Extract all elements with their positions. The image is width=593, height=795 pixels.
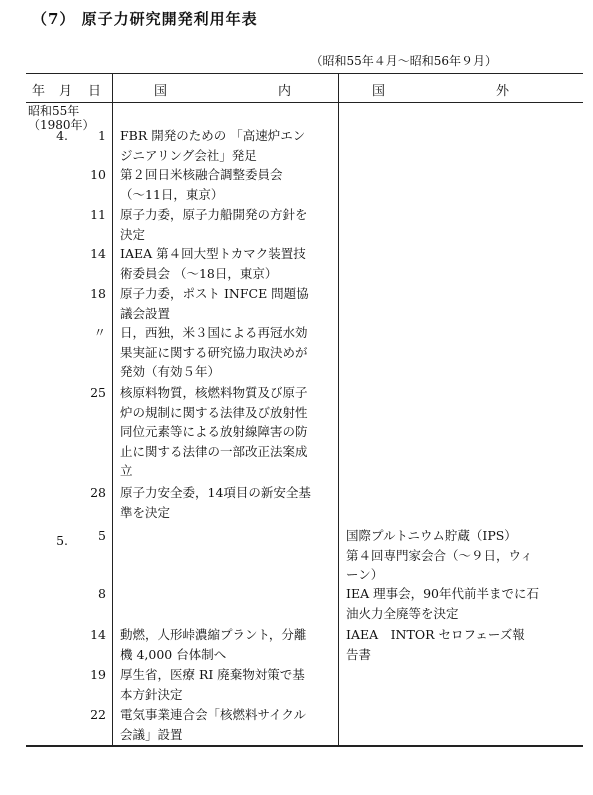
day-label: 5 xyxy=(98,528,106,543)
page-title: （7） 原子力研究開発利用年表 xyxy=(32,10,258,28)
day-label: 〃 xyxy=(93,325,106,340)
entry-line: ジニアリング会社」発足 xyxy=(120,147,257,163)
rule xyxy=(26,745,583,747)
entry-line: 会議」設置 xyxy=(120,726,183,742)
domestic-entry xyxy=(120,126,305,165)
day-label: 11 xyxy=(90,207,106,222)
chronology-table xyxy=(26,73,583,745)
foreign-entry xyxy=(346,526,533,585)
entry-line: 発効（有効５年） xyxy=(120,364,221,379)
entry-line: 炉の規制に関する法律及び放射性 xyxy=(120,404,308,420)
domestic-entry xyxy=(120,165,283,204)
domestic-entry xyxy=(120,323,308,382)
month-label: 5. xyxy=(56,533,68,548)
domestic-entry xyxy=(120,705,306,744)
header-day: 日 xyxy=(88,84,102,99)
day-label: 10 xyxy=(90,167,106,182)
domestic-entry xyxy=(120,625,306,664)
entry-line: （～11日，東京） xyxy=(120,186,224,202)
column-divider xyxy=(112,73,113,745)
entry-line: FBR 開発のための 「高速炉エン xyxy=(120,128,306,143)
header-foreign-1: 国 xyxy=(372,84,386,99)
entry-line: ーン） xyxy=(346,567,384,582)
entry-line: 同位元素等による放射線障害の防 xyxy=(120,424,308,439)
day-label: 1 xyxy=(98,128,106,143)
entry-line: 原子力委，ポスト INFCE 問題協 xyxy=(120,286,309,301)
day-label: 22 xyxy=(90,707,106,722)
entry-line: IAEA 第４回大型トカマク装置技 xyxy=(120,246,306,261)
era-line: 昭和55年 xyxy=(28,104,80,118)
entry-line: 準を決定 xyxy=(120,504,171,520)
entry-line: 告書 xyxy=(346,646,372,662)
rule xyxy=(26,102,583,103)
month-label: 4. xyxy=(56,128,68,143)
entry-line: 本方針決定 xyxy=(120,686,183,702)
foreign-entry xyxy=(346,584,539,623)
entry-line: 止に関する法律の一部改正法案成 xyxy=(120,443,308,459)
header-month: 月 xyxy=(59,84,73,99)
period-note: （昭和55年４月～昭和56年９月） xyxy=(310,54,497,68)
domestic-entry xyxy=(120,483,311,522)
entry-line: 動燃，人形峠濃縮プラント，分離 xyxy=(120,627,307,642)
entry-line: 第２回日米核融合調整委員会 xyxy=(120,167,283,182)
rule xyxy=(26,73,583,74)
entry-line: 原子力安全委，14項目の新安全基 xyxy=(120,485,311,500)
domestic-entry xyxy=(120,665,305,704)
entry-line: 厚生省，医療 RI 廃棄物対策で基 xyxy=(120,667,305,682)
domestic-entry xyxy=(120,244,306,283)
entry-line: 原子力委，原子力船開発の方針を xyxy=(120,207,308,222)
domestic-entry xyxy=(120,284,309,323)
entry-line: 日，西独，米３国による再冠水効 xyxy=(120,325,308,340)
era-line: （1980年） xyxy=(28,118,95,132)
entry-line: IEA 理事会，90年代前半までに石 xyxy=(346,586,539,601)
day-label: 14 xyxy=(90,627,106,642)
entry-line: 議会設置 xyxy=(120,305,171,321)
day-label: 14 xyxy=(90,246,106,261)
entry-line: 機 4,000 台体制へ xyxy=(120,646,227,662)
day-label: 25 xyxy=(90,385,106,400)
entry-line: 第４回専門家会合（～９日，ウィ xyxy=(346,547,533,563)
entry-line: 立 xyxy=(120,463,133,478)
entry-line: IAEA INTOR セロフェーズ報 xyxy=(346,627,525,642)
entry-line: 果実証に関する研究協力取決めが xyxy=(120,344,308,360)
day-label: 8 xyxy=(98,586,106,601)
day-label: 18 xyxy=(90,286,106,301)
entry-line: 術委員会 （～18日，東京） xyxy=(120,265,278,281)
entry-line: 国際プルトニウム貯蔵（IPS） xyxy=(346,528,517,543)
entry-line: 決定 xyxy=(120,226,146,242)
day-label: 28 xyxy=(90,485,106,500)
domestic-entry xyxy=(120,205,308,244)
header-foreign-2: 外 xyxy=(496,84,510,99)
domestic-entry xyxy=(120,383,308,481)
day-label: 19 xyxy=(90,667,106,682)
column-divider xyxy=(338,73,339,745)
entry-line: 油火力全廃等を決定 xyxy=(346,605,459,621)
header-domestic-2: 内 xyxy=(278,84,292,99)
entry-line: 核原料物質，核燃料物質及び原子 xyxy=(120,385,308,400)
entry-line: 電気事業連合会「核燃料サイクル xyxy=(120,707,307,722)
header-year: 年 xyxy=(32,84,46,99)
header-domestic-1: 国 xyxy=(154,84,168,99)
foreign-entry xyxy=(346,625,525,664)
